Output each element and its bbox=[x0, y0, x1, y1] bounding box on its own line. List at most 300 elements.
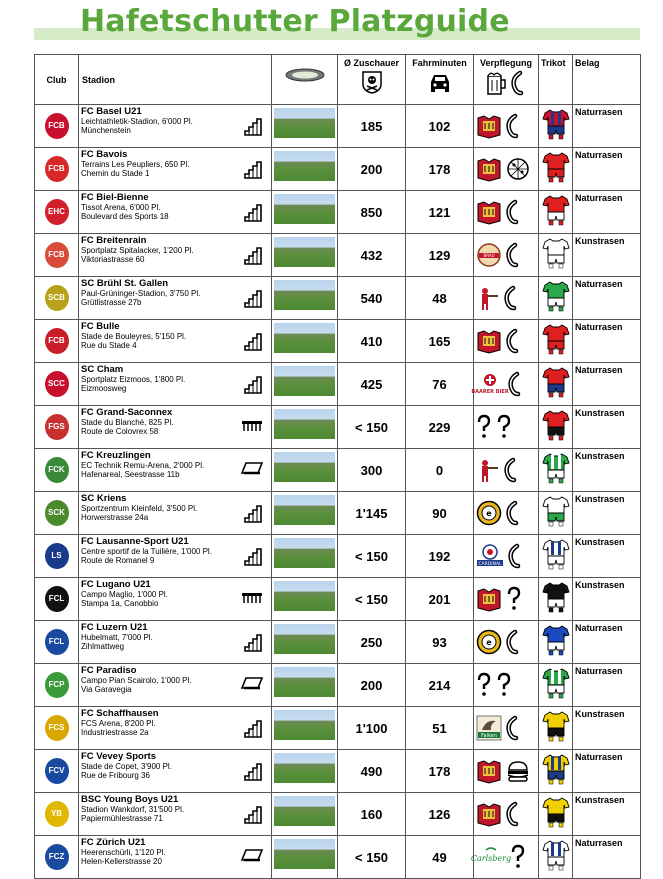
belag-value: Kunstrasen bbox=[573, 535, 641, 578]
club-logo-icon: EHC bbox=[45, 199, 69, 225]
club-logo-cell bbox=[35, 449, 79, 492]
question-mark-icon bbox=[476, 414, 492, 440]
header-zuschauer bbox=[338, 55, 406, 105]
trikot-icon bbox=[542, 323, 570, 355]
stadium-photo bbox=[274, 839, 335, 869]
stadium-name: Sportplatz Spitalacker, 1'200 Pl. bbox=[81, 246, 194, 255]
trikot-cell bbox=[539, 234, 573, 277]
club-info-cell bbox=[79, 406, 272, 449]
tribune-icon bbox=[243, 246, 263, 266]
table-row bbox=[35, 449, 641, 492]
club-name: FC Paradiso bbox=[81, 665, 137, 676]
club-info-cell bbox=[79, 492, 272, 535]
fahrminuten-value: 126 bbox=[406, 793, 474, 836]
trikot-cell bbox=[539, 320, 573, 363]
trikot-icon bbox=[542, 796, 570, 828]
verpflegung-cell bbox=[474, 449, 539, 492]
stadium-address: Boulevard des Sports 18 bbox=[81, 212, 169, 221]
tribune-icon bbox=[243, 719, 263, 739]
zuschauer-value: 410 bbox=[338, 320, 406, 363]
club-name: FC Schaffhausen bbox=[81, 708, 159, 719]
club-name: SC Kriens bbox=[81, 493, 127, 504]
club-logo-cell bbox=[35, 105, 79, 148]
stadium-name: Sportzentrum Kleinfeld, 3'500 Pl. bbox=[81, 504, 198, 513]
stadium-address: Route de Romanel 9 bbox=[81, 556, 155, 565]
club-name: BSC Young Boys U21 bbox=[81, 794, 179, 805]
question-mark-icon bbox=[506, 586, 522, 612]
bench-stand-icon bbox=[241, 590, 263, 604]
club-logo-cell bbox=[35, 148, 79, 191]
question-mark-icon bbox=[510, 844, 526, 870]
table-row bbox=[35, 750, 641, 793]
stadium-name: EC Technik Remu-Arena, 2'000 Pl. bbox=[81, 461, 205, 470]
zuschauer-value: 300 bbox=[338, 449, 406, 492]
svg-text:Carlsberg: Carlsberg bbox=[470, 854, 512, 863]
sausage-icon bbox=[504, 457, 518, 483]
trikot-cell bbox=[539, 793, 573, 836]
page-title: Hafetschutter Platzguide bbox=[80, 4, 510, 39]
stadium-name: Centre sportif de la Tuilière, 1'000 Pl. bbox=[81, 547, 212, 556]
header-verpflegung-label: Verpflegung bbox=[479, 58, 532, 68]
sausage-icon bbox=[506, 242, 520, 268]
stadium-address: Viktoriastrasse 60 bbox=[81, 255, 145, 264]
stadium-address: Stampa 1a, Canobbio bbox=[81, 599, 159, 608]
eichhof-logo-icon bbox=[476, 629, 502, 655]
stadium-photo-cell bbox=[272, 191, 338, 234]
table-row bbox=[35, 621, 641, 664]
bench-stand-icon bbox=[241, 418, 263, 432]
stadium-photo bbox=[274, 452, 335, 482]
header-zuschauer-label: Ø Zuschauer bbox=[343, 58, 399, 68]
club-name: FC Grand-Saconnex bbox=[81, 407, 173, 418]
stadium-photo-cell bbox=[272, 320, 338, 363]
stadium-name: Stade de Bouleyres, 5'150 Pl. bbox=[81, 332, 187, 341]
beer-logo-icon bbox=[476, 113, 502, 139]
carlsberg-logo-icon bbox=[470, 844, 512, 870]
club-logo-icon: FCL bbox=[45, 586, 69, 612]
belag-value: Kunstrasen bbox=[573, 234, 641, 277]
zuschauer-value: < 150 bbox=[338, 406, 406, 449]
club-info-cell bbox=[79, 277, 272, 320]
brewery-logo-icon bbox=[476, 242, 502, 268]
stadium-photo-cell bbox=[272, 793, 338, 836]
trikot-icon bbox=[542, 108, 570, 140]
verpflegung-cell bbox=[474, 707, 539, 750]
sausage-icon bbox=[506, 715, 520, 741]
trikot-cell bbox=[539, 621, 573, 664]
club-logo-cell bbox=[35, 320, 79, 363]
club-info-cell bbox=[79, 234, 272, 277]
tribune-icon bbox=[243, 762, 263, 782]
club-logo-icon: FCP bbox=[45, 672, 69, 698]
stadium-photo bbox=[274, 667, 335, 697]
fahrminuten-value: 121 bbox=[406, 191, 474, 234]
verpflegung-cell bbox=[474, 535, 539, 578]
club-logo-cell bbox=[35, 836, 79, 879]
club-logo-cell bbox=[35, 363, 79, 406]
tribune-icon bbox=[243, 203, 263, 223]
header-belag: Belag bbox=[573, 55, 641, 105]
zuschauer-value: 160 bbox=[338, 793, 406, 836]
belag-value: Naturrasen bbox=[573, 148, 641, 191]
stadium-photo-cell bbox=[272, 363, 338, 406]
stadium-photo-cell bbox=[272, 664, 338, 707]
header-fahrminuten-label: Fahrminuten bbox=[412, 58, 467, 68]
stadium-name: Terrains Les Peupliers, 650 Pl. bbox=[81, 160, 190, 169]
club-name: FC Kreuzlingen bbox=[81, 450, 151, 461]
zuschauer-value: 432 bbox=[338, 234, 406, 277]
stadium-address: Rue du Stade 4 bbox=[81, 341, 137, 350]
beer-logo-icon bbox=[476, 801, 502, 827]
tribune-icon bbox=[243, 504, 263, 524]
fahrminuten-value: 201 bbox=[406, 578, 474, 621]
sausage-icon bbox=[506, 113, 520, 139]
stadium-photo-cell bbox=[272, 621, 338, 664]
table-row bbox=[35, 707, 641, 750]
club-name: FC Bavois bbox=[81, 149, 128, 160]
trikot-cell bbox=[539, 449, 573, 492]
club-logo-icon: FCB bbox=[45, 156, 69, 182]
stadium-address: Hafenareal, Seestrasse 11b bbox=[81, 470, 180, 479]
club-info-cell bbox=[79, 535, 272, 578]
stadium-photo bbox=[274, 710, 335, 740]
fahrminuten-value: 76 bbox=[406, 363, 474, 406]
stadium-name: Campo Maglio, 1'000 Pl. bbox=[81, 590, 168, 599]
club-logo-icon: FCS bbox=[45, 715, 69, 741]
fahrminuten-value: 165 bbox=[406, 320, 474, 363]
verpflegung-cell bbox=[474, 664, 539, 707]
belag-value: Kunstrasen bbox=[573, 406, 641, 449]
club-logo-cell bbox=[35, 750, 79, 793]
sausage-icon bbox=[506, 328, 520, 354]
cardinal-logo-icon bbox=[476, 543, 504, 569]
stadium-photo bbox=[274, 409, 335, 439]
stadium-photo bbox=[274, 624, 335, 654]
table-row bbox=[35, 406, 641, 449]
trikot-icon bbox=[542, 280, 570, 312]
schuetzengarten-logo-icon bbox=[476, 457, 500, 483]
trikot-icon bbox=[542, 710, 570, 742]
stadium-address: Münchenstein bbox=[81, 126, 131, 135]
question-mark-icon bbox=[496, 672, 512, 698]
fahrminuten-value: 192 bbox=[406, 535, 474, 578]
stadium-photo bbox=[274, 538, 335, 568]
club-name: FC Biel-Bienne bbox=[81, 192, 149, 203]
svg-text:e: e bbox=[486, 509, 492, 518]
club-logo-icon: SCK bbox=[45, 500, 69, 526]
club-logo-cell bbox=[35, 492, 79, 535]
table-row bbox=[35, 363, 641, 406]
stadium-name: FCS Arena, 8'200 Pl. bbox=[81, 719, 156, 728]
stadium-photo bbox=[274, 581, 335, 611]
sausage-icon bbox=[510, 70, 526, 96]
verpflegung-cell bbox=[474, 578, 539, 621]
belag-value: Naturrasen bbox=[573, 105, 641, 148]
sausage-icon bbox=[506, 801, 520, 827]
zuschauer-value: 490 bbox=[338, 750, 406, 793]
club-name: FC Luzern U21 bbox=[81, 622, 148, 633]
fahrminuten-value: 214 bbox=[406, 664, 474, 707]
trikot-icon bbox=[542, 839, 570, 871]
belag-value: Naturrasen bbox=[573, 277, 641, 320]
trikot-icon bbox=[542, 237, 570, 269]
stadium-photo bbox=[274, 495, 335, 525]
verpflegung-cell bbox=[474, 191, 539, 234]
verpflegung-cell bbox=[474, 621, 539, 664]
club-logo-icon: FCB bbox=[45, 113, 69, 139]
sausage-icon bbox=[508, 371, 522, 397]
club-info-cell bbox=[79, 836, 272, 879]
stadium-photo-cell bbox=[272, 449, 338, 492]
belag-value: Kunstrasen bbox=[573, 793, 641, 836]
stadium-name: Sportplatz Eizmoos, 1'800 Pl. bbox=[81, 375, 186, 384]
stadium-name: Stade de Copet, 3'900 Pl. bbox=[81, 762, 172, 771]
stadium-photo bbox=[274, 280, 335, 310]
header-stadium-photo bbox=[272, 55, 338, 105]
trikot-cell bbox=[539, 277, 573, 320]
stadium-address: Chemin du Stade 1 bbox=[81, 169, 150, 178]
club-logo-cell bbox=[35, 793, 79, 836]
stadium-name: Heerenschürli, 1'120 Pl. bbox=[81, 848, 166, 857]
svg-text:CARDINAL: CARDINAL bbox=[478, 562, 502, 567]
header-trikot: Trikot bbox=[539, 55, 573, 105]
trikot-cell bbox=[539, 191, 573, 234]
stadium-photo bbox=[274, 108, 335, 138]
trikot-icon bbox=[542, 581, 570, 613]
stadium-name: Paul-Grüninger-Stadion, 3'750 Pl. bbox=[81, 289, 201, 298]
club-logo-icon: FCK bbox=[45, 457, 69, 483]
fahrminuten-value: 102 bbox=[406, 105, 474, 148]
beer-icon bbox=[486, 70, 508, 96]
header-row bbox=[35, 55, 641, 105]
zuschauer-value: 850 bbox=[338, 191, 406, 234]
club-logo-cell bbox=[35, 191, 79, 234]
table-row bbox=[35, 234, 641, 277]
club-name: FC Bulle bbox=[81, 321, 120, 332]
club-name: FC Vevey Sports bbox=[81, 751, 156, 762]
stadium-address: Helen-Kellerstrasse 20 bbox=[81, 857, 162, 866]
eichhof-logo-icon bbox=[476, 500, 502, 526]
beer-logo-icon bbox=[476, 586, 502, 612]
trikot-cell bbox=[539, 707, 573, 750]
club-logo-icon: LS bbox=[45, 543, 69, 569]
club-logo-cell bbox=[35, 707, 79, 750]
club-logo-icon: FCZ bbox=[45, 844, 69, 870]
stadium-photo-cell bbox=[272, 836, 338, 879]
verpflegung-cell bbox=[470, 836, 539, 879]
stadium-name: Stade du Blanché, 825 Pl. bbox=[81, 418, 174, 427]
pizza-icon bbox=[506, 156, 530, 182]
table-row bbox=[35, 191, 641, 234]
club-info-cell bbox=[79, 621, 272, 664]
trikot-cell bbox=[539, 105, 573, 148]
club-logo-icon: FGS bbox=[45, 414, 69, 440]
club-logo-cell bbox=[35, 406, 79, 449]
club-info-cell bbox=[79, 449, 272, 492]
fahrminuten-value: 178 bbox=[406, 750, 474, 793]
flat-pitch-icon bbox=[241, 848, 263, 862]
fahrminuten-value: 178 bbox=[406, 148, 474, 191]
fahrminuten-value: 129 bbox=[406, 234, 474, 277]
stadium-photo-cell bbox=[272, 277, 338, 320]
trikot-icon bbox=[542, 538, 570, 570]
table-row bbox=[35, 277, 641, 320]
club-logo-cell bbox=[35, 664, 79, 707]
stadium-photo bbox=[274, 366, 335, 396]
svg-text:BAARER BIER: BAARER BIER bbox=[471, 389, 509, 395]
svg-text:e: e bbox=[486, 638, 492, 647]
stadium-name: Tissot Arena, 6'000 Pl. bbox=[81, 203, 161, 212]
fahrminuten-value: 48 bbox=[406, 277, 474, 320]
verpflegung-cell bbox=[474, 793, 539, 836]
stadium-address: Grütlistrasse 27b bbox=[81, 298, 142, 307]
stadium-address: Via Garavegia bbox=[81, 685, 132, 694]
stadium-photo-cell bbox=[272, 578, 338, 621]
falken-logo-icon bbox=[476, 715, 502, 741]
zuschauer-value: 540 bbox=[338, 277, 406, 320]
tribune-icon bbox=[243, 289, 263, 309]
verpflegung-cell bbox=[474, 320, 539, 363]
club-info-cell bbox=[79, 707, 272, 750]
club-logo-icon: FCV bbox=[45, 758, 69, 784]
club-logo-icon: SCB bbox=[45, 285, 69, 311]
fahrminuten-value: 229 bbox=[406, 406, 474, 449]
zuschauer-value: < 150 bbox=[338, 836, 406, 879]
club-name: FC Zürich U21 bbox=[81, 837, 146, 848]
stadium-name: Stadion Wankdorf, 31'500 Pl. bbox=[81, 805, 185, 814]
club-info-cell bbox=[79, 363, 272, 406]
club-info-cell bbox=[79, 578, 272, 621]
club-logo-icon: FCB bbox=[45, 242, 69, 268]
tribune-icon bbox=[243, 117, 263, 137]
club-logo-cell bbox=[35, 277, 79, 320]
sausage-icon bbox=[506, 629, 520, 655]
trikot-cell bbox=[539, 836, 573, 879]
stadium-photo-cell bbox=[272, 105, 338, 148]
verpflegung-cell bbox=[474, 148, 539, 191]
trikot-icon bbox=[542, 452, 570, 484]
club-info-cell bbox=[79, 320, 272, 363]
zuschauer-value: 250 bbox=[338, 621, 406, 664]
stadium-photo-cell bbox=[272, 148, 338, 191]
club-logo-cell bbox=[35, 578, 79, 621]
tribune-icon bbox=[243, 805, 263, 825]
belag-value: Naturrasen bbox=[573, 750, 641, 793]
stadium-photo bbox=[274, 323, 335, 353]
club-name: FC Basel U21 bbox=[81, 106, 142, 117]
club-name: SC Brühl St. Gallen bbox=[81, 278, 169, 289]
club-info-cell bbox=[79, 191, 272, 234]
fahrminuten-value: 93 bbox=[406, 621, 474, 664]
club-info-cell bbox=[79, 148, 272, 191]
fahrminuten-value: 51 bbox=[406, 707, 474, 750]
trikot-icon bbox=[542, 151, 570, 183]
verpflegung-cell bbox=[474, 105, 539, 148]
belag-value: Kunstrasen bbox=[573, 449, 641, 492]
belag-value: Naturrasen bbox=[573, 621, 641, 664]
platzguide-table bbox=[34, 54, 641, 879]
fahrminuten-value: 49 bbox=[406, 836, 474, 879]
stadium-photo-cell bbox=[272, 492, 338, 535]
zuschauer-value: 1'145 bbox=[338, 492, 406, 535]
svg-text:BRAU: BRAU bbox=[483, 253, 495, 258]
stadium-address: Industriestrasse 2a bbox=[81, 728, 149, 737]
verpflegung-cell bbox=[474, 492, 539, 535]
club-name: FC Breitenrain bbox=[81, 235, 147, 246]
car-icon bbox=[428, 72, 452, 92]
belag-value: Kunstrasen bbox=[573, 578, 641, 621]
question-mark-icon bbox=[476, 672, 492, 698]
beer-logo-icon bbox=[476, 199, 502, 225]
trikot-icon bbox=[542, 753, 570, 785]
trikot-cell bbox=[539, 492, 573, 535]
trikot-icon bbox=[542, 366, 570, 398]
club-info-cell bbox=[79, 750, 272, 793]
verpflegung-cell bbox=[474, 277, 539, 320]
schuetzengarten-logo-icon bbox=[476, 285, 500, 311]
club-logo-cell bbox=[35, 621, 79, 664]
table-row bbox=[35, 793, 641, 836]
stadium-photo bbox=[274, 194, 335, 224]
belag-value: Naturrasen bbox=[573, 191, 641, 234]
baarer-bier-logo-icon bbox=[471, 371, 509, 397]
tribune-icon bbox=[243, 547, 263, 567]
sausage-icon bbox=[506, 199, 520, 225]
trikot-icon bbox=[542, 194, 570, 226]
stadium-photo bbox=[274, 151, 335, 181]
trikot-cell bbox=[539, 148, 573, 191]
trikot-icon bbox=[542, 495, 570, 527]
burger-icon bbox=[506, 758, 530, 784]
beer-logo-icon bbox=[476, 156, 502, 182]
svg-text:Falken: Falken bbox=[481, 733, 497, 739]
club-name: SC Cham bbox=[81, 364, 124, 375]
table-row bbox=[35, 148, 641, 191]
table-row bbox=[35, 105, 641, 148]
stadium-photo-cell bbox=[272, 234, 338, 277]
table-row bbox=[35, 535, 641, 578]
stadium-address: Papiermühlestrasse 71 bbox=[81, 814, 163, 823]
trikot-icon bbox=[542, 667, 570, 699]
belag-value: Naturrasen bbox=[573, 664, 641, 707]
club-logo-icon: SCC bbox=[45, 371, 69, 397]
flat-pitch-icon bbox=[241, 461, 263, 475]
stadium-photo-cell bbox=[272, 750, 338, 793]
trikot-cell bbox=[539, 578, 573, 621]
stadium-address: Horwerstrasse 24a bbox=[81, 513, 149, 522]
stadium-photo-cell bbox=[272, 707, 338, 750]
zuschauer-value: 1'100 bbox=[338, 707, 406, 750]
stadium-photo-cell bbox=[272, 535, 338, 578]
belag-value: Naturrasen bbox=[573, 363, 641, 406]
stadium-aerial-icon bbox=[285, 68, 325, 82]
tribune-icon bbox=[243, 375, 263, 395]
verpflegung-cell bbox=[471, 363, 539, 406]
zuschauer-value: 200 bbox=[338, 664, 406, 707]
belag-value: Kunstrasen bbox=[573, 492, 641, 535]
club-name: FC Lugano U21 bbox=[81, 579, 151, 590]
table-row bbox=[35, 320, 641, 363]
zuschauer-value: 200 bbox=[338, 148, 406, 191]
club-info-cell bbox=[79, 664, 272, 707]
fahrminuten-value: 90 bbox=[406, 492, 474, 535]
verpflegung-cell bbox=[474, 234, 539, 277]
belag-value: Naturrasen bbox=[573, 320, 641, 363]
club-logo-icon: YB bbox=[45, 801, 69, 827]
stadium-photo bbox=[274, 753, 335, 783]
stadium-photo bbox=[274, 237, 335, 267]
stadium-photo-cell bbox=[272, 406, 338, 449]
